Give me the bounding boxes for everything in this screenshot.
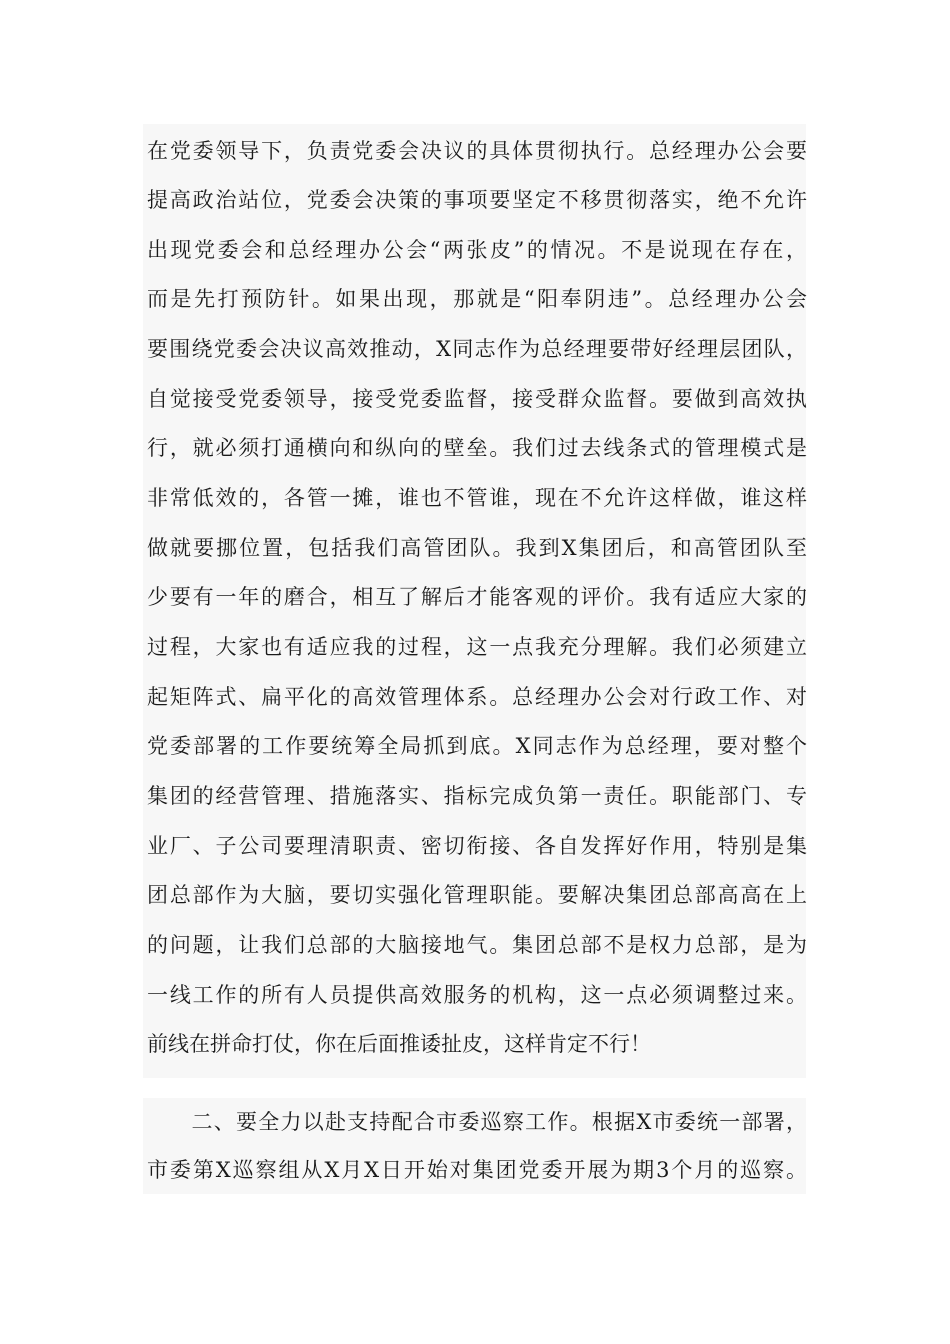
paragraph-line: 起矩阵式、扁平化的高效管理体系。总经理办公会对行政工作、对 (147, 685, 807, 709)
paragraph-2 (143, 1098, 806, 1194)
paragraph-line: 出现党委会和总经理办公会“两张皮”的情况。不是说现在存在， (147, 238, 807, 262)
paragraph-line: 自觉接受党委领导，接受党委监督，接受群众监督。要做到高效执 (147, 387, 807, 411)
paragraph-line: 行，就必须打通横向和纵向的壁垒。我们过去线条式的管理模式是 (147, 436, 807, 460)
paragraph-line: 市委第X巡察组从X月X日开始对集团党委开展为期3个月的巡察。 (147, 1158, 807, 1182)
paragraph-line: 二、要全力以赴支持配合市委巡察工作。根据X市委统一部署， (147, 1110, 807, 1134)
paragraph-line: 提高政治站位，党委会决策的事项要坚定不移贯彻落实，绝不允许 (147, 188, 807, 212)
paragraph-line: 非常低效的，各管一摊，谁也不管谁，现在不允许这样做，谁这样 (147, 486, 807, 510)
paragraph-line: 而是先打预防针。如果出现，那就是“阳奉阴违”。总经理办公会 (147, 287, 807, 311)
paragraph-line: 一线工作的所有人员提供高效服务的机构，这一点必须调整过来。 (147, 983, 807, 1007)
paragraph-line: 少要有一年的磨合，相互了解后才能客观的评价。我有适应大家的 (147, 585, 807, 609)
paragraph-line: 在党委领导下，负责党委会决议的具体贯彻执行。总经理办公会要 (147, 139, 807, 163)
paragraph-1 (143, 124, 806, 1078)
paragraph-line: 做就要挪位置，包括我们高管团队。我到X集团后，和高管团队至 (147, 536, 807, 560)
paragraph-line: 过程，大家也有适应我的过程，这一点我充分理解。我们必须建立 (147, 635, 807, 659)
paragraph-line: 前线在拼命打仗，你在后面推诿扯皮，这样肯定不行！ (147, 1032, 651, 1056)
paragraph-line: 党委部署的工作要统筹全局抓到底。X同志作为总经理，要对整个 (147, 734, 807, 758)
paragraph-line: 团总部作为大脑，要切实强化管理职能。要解决集团总部高高在上 (147, 883, 807, 907)
paragraph-line: 的问题，让我们总部的大脑接地气。集团总部不是权力总部，是为 (147, 933, 807, 957)
paragraph-line: 集团的经营管理、措施落实、指标完成负第一责任。职能部门、专 (147, 784, 807, 808)
paragraph-line: 业厂、子公司要理清职责、密切衔接、各自发挥好作用，特别是集 (147, 834, 807, 858)
paragraph-line: 要围绕党委会决议高效推动，X同志作为总经理要带好经理层团队， (147, 337, 807, 361)
